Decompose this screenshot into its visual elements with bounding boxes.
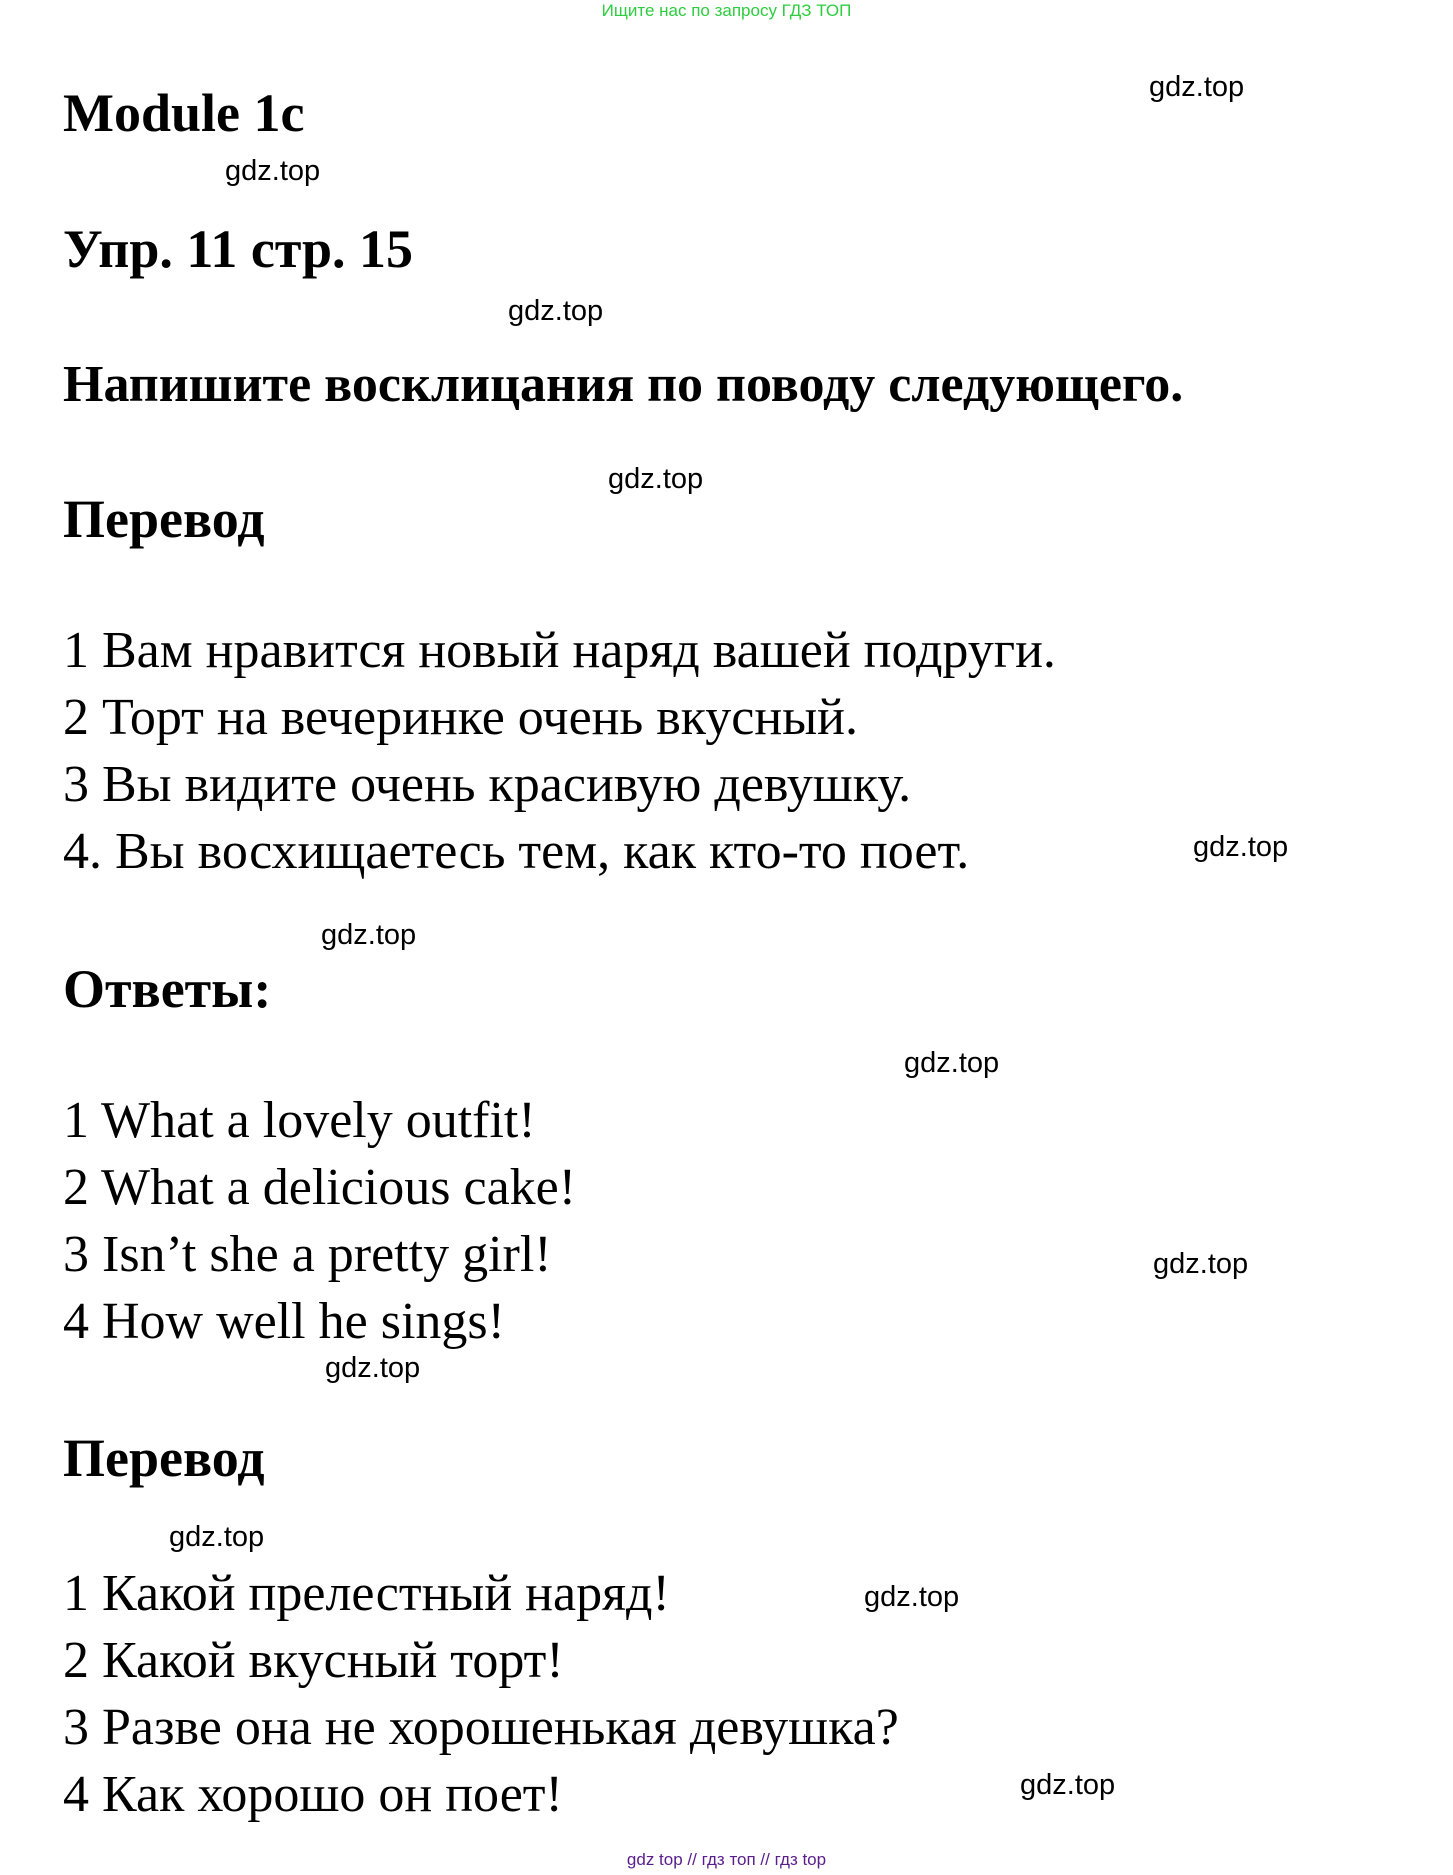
watermark: gdz.top: [1193, 831, 1289, 863]
watermark: gdz.top: [225, 155, 321, 187]
prompt-item: 3 Вы видите очень красивую девушку.: [63, 756, 912, 813]
footer-watermark: gdz top // гдз топ // гдз top: [626, 1850, 827, 1869]
answers-heading: Ответы:: [63, 959, 272, 1019]
answer-translation-list: [63, 1560, 899, 1828]
watermark: gdz.top: [608, 463, 704, 495]
prompt-item: 4. Вы восхищаетесь тем, как кто-то поет.: [63, 823, 970, 880]
watermark: gdz.top: [904, 1047, 1000, 1079]
answer-translation-heading: Перевод: [63, 1428, 265, 1488]
exercise-title: Упр. 11 стр. 15: [63, 219, 414, 279]
answer-translation-item: 1 Какой прелестный наряд!: [63, 1565, 670, 1622]
watermark: gdz.top: [169, 1521, 265, 1553]
watermark: gdz.top: [1149, 71, 1245, 103]
prompt-item: 2 Торт на вечеринке очень вкусный.: [63, 689, 858, 746]
watermark: gdz.top: [325, 1352, 421, 1384]
prompt-list: [63, 617, 1056, 885]
answer-translation-item: 4 Как хорошо он поет!: [63, 1766, 563, 1823]
watermark: gdz.top: [864, 1581, 960, 1613]
answer-translation-item: 3 Разве она не хорошенькая девушка?: [63, 1699, 899, 1756]
watermark: gdz.top: [1020, 1769, 1116, 1801]
top-banner: Ищите нас по запросу ГДЗ ТОП: [601, 1, 852, 20]
answer-translation-item: 2 Какой вкусный торт!: [63, 1632, 564, 1689]
answer-item: 4 How well he sings!: [63, 1293, 505, 1350]
answer-item: 2 What a delicious cake!: [63, 1159, 577, 1216]
watermark: gdz.top: [1153, 1248, 1249, 1280]
watermark: gdz.top: [321, 919, 417, 951]
translation-heading: Перевод: [63, 489, 265, 549]
answer-list: [63, 1087, 576, 1355]
answer-item: 1 What a lovely outfit!: [63, 1092, 536, 1149]
prompt-item: 1 Вам нравится новый наряд вашей подруги.: [63, 622, 1056, 679]
task-instruction: Напишите восклицания по поводу следующего.: [63, 356, 1184, 413]
watermark: gdz.top: [508, 295, 604, 327]
module-title: Module 1c: [63, 83, 305, 143]
answer-item: 3 Isn’t she a pretty girl!: [63, 1226, 552, 1283]
